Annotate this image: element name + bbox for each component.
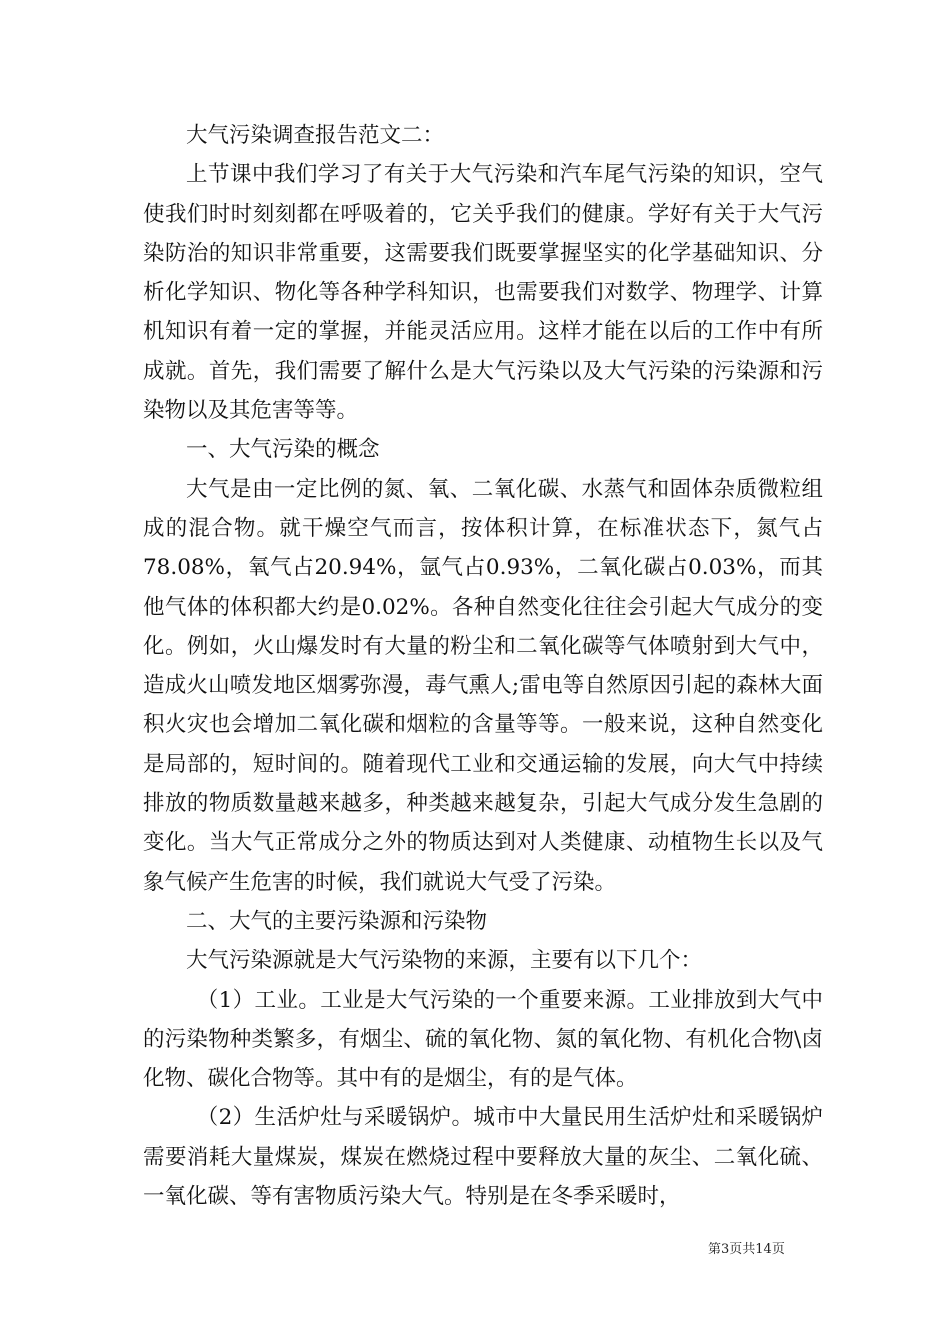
sources-intro: 大气污染源就是大气污染物的来源，主要有以下几个： xyxy=(186,948,703,974)
page-number: 第3页共14页 xyxy=(708,1242,785,1257)
concept-paragraph: 大气是由一定比例的氮、氧、二氧化碳、水蒸气和固体杂质微粒组成的混合物。就干燥空气而言，按体积计算，在标准状态下，氮气占78.08%，氧气占20.94%，氩气占0.93%，二氧化碳占0.03%，而其他气体的体积都大约是0.02%。各种自然变化往往会引起大气成分的变化。例如，火山爆发时有大量的粉尘和二氧化碳等气体喷射到大气中，造成火山喷发地区烟雾弥漫，毒气熏人;雷电等自然原因引起的森林大面积火灾也会增加二氧化碳和烟粒的含量等等。一般来说，这种自然变化是局部的，短时间的。随着现代工业和交通运输的发展，向大气中持续排放的物质数量越来越多，种类越来越复杂，引起大气成分发生急剧的变化。当大气正常成分之外的物质达到对人类健康、动植物生长以及气象气候产生危害的时候，我们就说大气受了污染。 xyxy=(143,476,823,895)
list-item-industry: （1）工业。工业是大气污染的一个重要来源。工业排放到大气中的污染物种类繁多，有烟尘、硫的氧化物、氮的氧化物、有机化合物\卤化物、碳化合物等。其中有的是烟尘，有的是气体。 xyxy=(143,987,823,1092)
body-text xyxy=(143,116,823,1216)
intro-paragraph: 上节课中我们学习了有关于大气污染和汽车尾气污染的知识，空气使我们时时刻刻都在呼吸着的，它关乎我们的健康。学好有关于大气污染防治的知识非常重要，这需要我们既要掌握坚实的化学基础知识、分析化学知识、物化等各种学科知识，也需要我们对数学、物理学、计算机知识有着一定的掌握，并能灵活应用。这样才能在以后的工作中有所成就。首先，我们需要了解什么是大气污染以及大气污染的污染源和污染物以及其危害等等。 xyxy=(143,162,823,424)
list-item-stoves: （2）生活炉灶与采暖锅炉。城市中大量民用生活炉灶和采暖锅炉需要消耗大量煤炭，煤炭在燃烧过程中要释放大量的灰尘、二氧化硫、一氧化碳、等有害物质污染大气。特别是在冬季采暖时， xyxy=(143,1105,823,1210)
section-title: 大气污染调查报告范文二： xyxy=(186,123,445,148)
heading-concept: 一、大气污染的概念 xyxy=(186,437,380,463)
heading-sources: 二、大气的主要污染源和污染物 xyxy=(186,908,488,934)
